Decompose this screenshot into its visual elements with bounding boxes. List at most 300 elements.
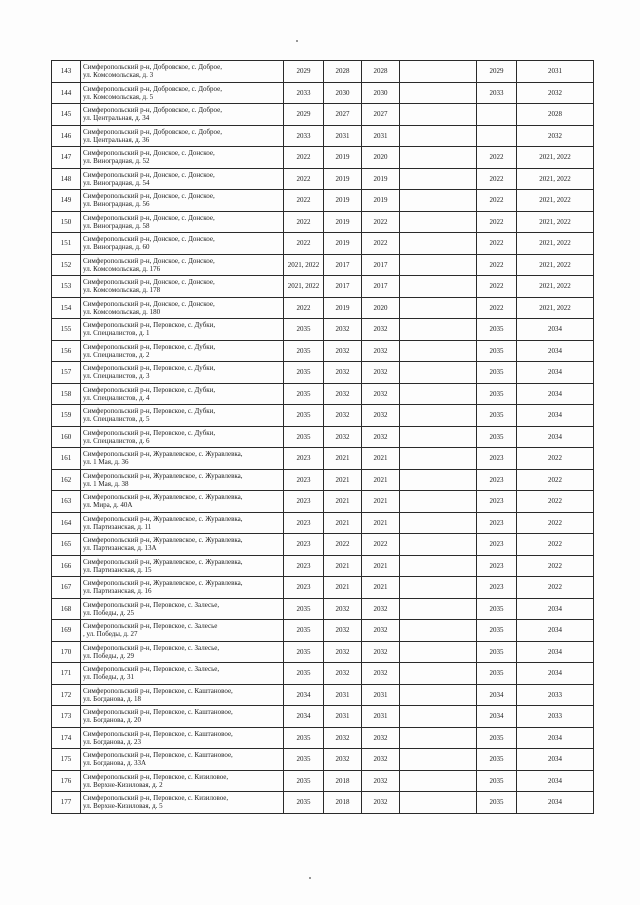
address-cell	[81, 727, 284, 749]
address-line-1: Симферопольский р-н, Перовское, с. Залесье,	[83, 643, 220, 652]
table-row	[52, 641, 594, 663]
address-cell	[81, 276, 284, 298]
year-cell: 2022	[517, 512, 594, 534]
year-cell	[400, 125, 477, 147]
table-row	[52, 340, 594, 362]
address-line-1: Симферопольский р-н, Журавлевское, с. Журавлевка,	[83, 536, 243, 545]
year-cell: 2023	[284, 534, 324, 556]
year-cell	[400, 168, 477, 190]
address-cell	[81, 319, 284, 341]
year-cell: 2032	[324, 727, 362, 749]
year-cell: 2023	[284, 469, 324, 491]
year-cell: 2034	[477, 706, 517, 728]
address-cell	[81, 749, 284, 771]
year-cell: 2021	[362, 469, 400, 491]
table-row	[52, 190, 594, 212]
address-line-2: ул. Комсомольская, д. 180	[83, 307, 161, 316]
year-cell: 2019	[362, 168, 400, 190]
address-line-2: ул. Комсомольская, д. 176	[83, 264, 161, 273]
address-line-2: ул. Центральная, д. 36	[83, 135, 150, 144]
address-line-1: Симферопольский р-н, Перовское, с. Каштановое,	[83, 708, 233, 717]
year-cell: 2031	[517, 61, 594, 83]
address-cell	[81, 405, 284, 427]
table-row	[52, 448, 594, 470]
year-cell: 2034	[517, 362, 594, 384]
year-cell: 2023	[284, 577, 324, 599]
year-cell: 2017	[362, 276, 400, 298]
table-row	[52, 147, 594, 169]
row-number-cell: 175	[52, 749, 81, 771]
year-cell	[400, 276, 477, 298]
year-cell: 2022	[477, 190, 517, 212]
year-cell: 2035	[284, 426, 324, 448]
row-number-cell: 149	[52, 190, 81, 212]
year-cell: 2027	[324, 104, 362, 126]
address-line-1: Симферопольский р-н, Журавлевское, с. Журавлевка,	[83, 579, 243, 588]
year-cell: 2023	[284, 448, 324, 470]
address-cell	[81, 61, 284, 83]
year-cell: 2033	[517, 684, 594, 706]
table-row	[52, 211, 594, 233]
year-cell: 2028	[324, 61, 362, 83]
address-line-2: ул. Специалистов, д. 6	[83, 436, 150, 445]
year-cell: 2034	[284, 706, 324, 728]
year-cell: 2029	[284, 104, 324, 126]
row-number-cell: 145	[52, 104, 81, 126]
address-cell	[81, 792, 284, 814]
address-line-2: ул. Победы, д. 31	[83, 673, 135, 682]
year-cell: 2035	[477, 405, 517, 427]
year-cell: 2034	[517, 319, 594, 341]
year-cell: 2035	[477, 319, 517, 341]
year-cell	[400, 577, 477, 599]
address-line-1: Симферопольский р-н, Донское, с. Донское,	[83, 213, 215, 222]
year-cell: 2035	[284, 641, 324, 663]
address-cell	[81, 663, 284, 685]
address-line-1: Симферопольский р-н, Донское, с. Донское,	[83, 256, 215, 265]
year-cell: 2032	[324, 319, 362, 341]
scan-speck	[296, 40, 298, 42]
address-cell	[81, 534, 284, 556]
year-cell: 2035	[284, 620, 324, 642]
year-cell: 2019	[362, 190, 400, 212]
year-cell: 2032	[324, 340, 362, 362]
year-cell: 2031	[362, 684, 400, 706]
year-cell: 2018	[324, 770, 362, 792]
row-number-cell: 171	[52, 663, 81, 685]
row-number-cell: 144	[52, 82, 81, 104]
address-cell	[81, 147, 284, 169]
year-cell: 2019	[324, 211, 362, 233]
address-line-2: ул. Богданова, д. 23	[83, 737, 142, 746]
table-row	[52, 405, 594, 427]
year-cell: 2034	[517, 749, 594, 771]
row-number-cell: 162	[52, 469, 81, 491]
address-line-1: Симферопольский р-н, Перовское, с. Залесье,	[83, 600, 220, 609]
year-cell: 2032	[324, 749, 362, 771]
year-cell: 2017	[324, 254, 362, 276]
year-cell: 2022	[324, 534, 362, 556]
year-cell	[400, 426, 477, 448]
row-number-cell: 176	[52, 770, 81, 792]
row-number-cell: 173	[52, 706, 81, 728]
year-cell: 2021, 2022	[284, 276, 324, 298]
table-row	[52, 749, 594, 771]
address-line-1: Симферопольский р-н, Перовское, с. Залесье	[83, 622, 218, 631]
address-line-1: Симферопольский р-н, Добровское, с. Доброе,	[83, 127, 222, 136]
year-cell: 2033	[477, 82, 517, 104]
year-cell: 2019	[324, 147, 362, 169]
year-cell: 2035	[477, 641, 517, 663]
year-cell	[400, 684, 477, 706]
row-number-cell: 150	[52, 211, 81, 233]
table-row	[52, 534, 594, 556]
year-cell: 2022	[517, 491, 594, 513]
year-cell: 2021, 2022	[517, 233, 594, 255]
year-cell: 2035	[477, 663, 517, 685]
year-cell: 2033	[284, 82, 324, 104]
address-line-2: ул. 1 Мая, д. 38	[83, 479, 129, 488]
table-row	[52, 104, 594, 126]
address-line-1: Симферопольский р-н, Журавлевское, с. Журавлевка,	[83, 514, 243, 523]
address-line-1: Симферопольский р-н, Донское, с. Донское,	[83, 278, 215, 287]
year-cell: 2017	[362, 254, 400, 276]
year-cell: 2022	[517, 448, 594, 470]
row-number-cell: 159	[52, 405, 81, 427]
address-cell	[81, 426, 284, 448]
year-cell: 2019	[324, 297, 362, 319]
address-cell	[81, 211, 284, 233]
address-line-2: ул. Партизанская, д. 15	[83, 565, 152, 574]
address-line-1: Симферопольский р-н, Добровское, с. Доброе,	[83, 106, 222, 115]
address-cell	[81, 168, 284, 190]
address-line-1: Симферопольский р-н, Перовское, с. Дубки,	[83, 407, 216, 416]
address-line-2: ул. Виноградная, д. 56	[83, 200, 150, 209]
year-cell: 2035	[284, 770, 324, 792]
year-cell: 2021, 2022	[517, 190, 594, 212]
year-cell: 2034	[517, 598, 594, 620]
year-cell: 2030	[324, 82, 362, 104]
address-line-1: Симферопольский р-н, Добровское, с. Доброе,	[83, 63, 222, 72]
table-row	[52, 598, 594, 620]
year-cell: 2021	[324, 491, 362, 513]
year-cell: 2022	[517, 577, 594, 599]
year-cell: 2021, 2022	[284, 254, 324, 276]
year-cell	[400, 383, 477, 405]
year-cell: 2030	[362, 82, 400, 104]
year-cell: 2035	[477, 727, 517, 749]
year-cell	[400, 104, 477, 126]
year-cell	[477, 104, 517, 126]
row-number-cell: 172	[52, 684, 81, 706]
year-cell: 2032	[362, 727, 400, 749]
year-cell	[400, 254, 477, 276]
year-cell	[400, 233, 477, 255]
year-cell	[400, 147, 477, 169]
row-number-cell: 151	[52, 233, 81, 255]
table-row	[52, 706, 594, 728]
year-cell: 2022	[477, 254, 517, 276]
year-cell: 2031	[362, 125, 400, 147]
year-cell	[400, 319, 477, 341]
table-row	[52, 276, 594, 298]
address-cell	[81, 448, 284, 470]
address-line-1: Симферопольский р-н, Журавлевское, с. Журавлевка,	[83, 557, 243, 566]
year-cell: 2023	[284, 512, 324, 534]
table-body	[52, 61, 594, 814]
address-line-2: ул. Центральная, д. 34	[83, 114, 150, 123]
row-number-cell: 143	[52, 61, 81, 83]
year-cell: 2023	[477, 491, 517, 513]
table-row	[52, 491, 594, 513]
address-line-1: Симферопольский р-н, Журавлевское, с. Журавлевка,	[83, 493, 243, 502]
address-cell	[81, 233, 284, 255]
year-cell: 2031	[362, 706, 400, 728]
address-line-1: Симферопольский р-н, Перовское, с. Дубки,	[83, 385, 216, 394]
year-cell: 2032	[362, 405, 400, 427]
year-cell: 2035	[477, 598, 517, 620]
year-cell: 2022	[362, 534, 400, 556]
address-line-2: ул. Специалистов, д. 3	[83, 372, 150, 381]
year-cell: 2021	[362, 512, 400, 534]
year-cell: 2021, 2022	[517, 297, 594, 319]
address-cell	[81, 641, 284, 663]
year-cell: 2034	[517, 770, 594, 792]
row-number-cell: 164	[52, 512, 81, 534]
table-row	[52, 620, 594, 642]
year-cell: 2032	[324, 383, 362, 405]
row-number-cell: 152	[52, 254, 81, 276]
year-cell	[400, 620, 477, 642]
year-cell: 2022	[284, 190, 324, 212]
table-row	[52, 663, 594, 685]
address-line-1: Симферопольский р-н, Перовское, с. Каштановое,	[83, 729, 233, 738]
row-number-cell: 156	[52, 340, 81, 362]
address-cell	[81, 125, 284, 147]
table-row	[52, 61, 594, 83]
table-row	[52, 727, 594, 749]
row-number-cell: 163	[52, 491, 81, 513]
year-cell	[477, 125, 517, 147]
row-number-cell: 158	[52, 383, 81, 405]
year-cell: 2029	[477, 61, 517, 83]
table-row	[52, 469, 594, 491]
row-number-cell: 166	[52, 555, 81, 577]
year-cell: 2035	[477, 620, 517, 642]
year-cell: 2034	[517, 663, 594, 685]
address-line-1: Симферопольский р-н, Перовское, с. Кизиловое,	[83, 772, 229, 781]
row-number-cell: 174	[52, 727, 81, 749]
year-cell: 2020	[362, 147, 400, 169]
table-row	[52, 254, 594, 276]
row-number-cell: 168	[52, 598, 81, 620]
year-cell	[400, 555, 477, 577]
year-cell: 2032	[362, 641, 400, 663]
address-line-1: Симферопольский р-н, Перовское, с. Кизиловое,	[83, 794, 229, 803]
address-line-2: ул. Партизанская, д. 11	[83, 522, 152, 531]
year-cell: 2032	[362, 383, 400, 405]
address-line-2: ул. Богданова, д. 33А	[83, 759, 147, 768]
year-cell: 2022	[362, 233, 400, 255]
year-cell: 2021, 2022	[517, 211, 594, 233]
table-row	[52, 383, 594, 405]
address-cell	[81, 620, 284, 642]
year-cell: 2023	[477, 448, 517, 470]
year-cell: 2034	[517, 405, 594, 427]
year-cell: 2034	[517, 383, 594, 405]
year-cell: 2028	[517, 104, 594, 126]
address-cell	[81, 190, 284, 212]
table-row	[52, 297, 594, 319]
year-cell: 2033	[517, 706, 594, 728]
year-cell	[400, 190, 477, 212]
address-cell	[81, 598, 284, 620]
address-cell	[81, 770, 284, 792]
year-cell: 2023	[477, 469, 517, 491]
year-cell: 2035	[477, 383, 517, 405]
year-cell: 2035	[284, 598, 324, 620]
address-cell	[81, 706, 284, 728]
year-cell: 2032	[324, 426, 362, 448]
address-line-2: ул. Виноградная, д. 60	[83, 243, 150, 252]
year-cell: 2034	[517, 340, 594, 362]
year-cell: 2021	[324, 577, 362, 599]
address-line-2: ул. Верхне-Кизиловая, д. 5	[83, 802, 163, 811]
year-cell: 2032	[362, 620, 400, 642]
table-row	[52, 684, 594, 706]
table-row	[52, 792, 594, 814]
address-line-2: ул. Виноградная, д. 58	[83, 221, 150, 230]
year-cell	[400, 297, 477, 319]
year-cell	[400, 792, 477, 814]
address-line-1: Симферопольский р-н, Журавлевское, с. Журавлевка,	[83, 471, 243, 480]
year-cell: 2035	[284, 383, 324, 405]
address-line-2: ул. Победы, д. 29	[83, 651, 135, 660]
year-cell: 2034	[517, 426, 594, 448]
table-row	[52, 125, 594, 147]
year-cell: 2034	[517, 727, 594, 749]
year-cell: 2035	[284, 727, 324, 749]
table-row	[52, 770, 594, 792]
table-row	[52, 233, 594, 255]
year-cell: 2035	[284, 749, 324, 771]
row-number-cell: 154	[52, 297, 81, 319]
address-line-2: ул. Комсомольская, д. 5	[83, 92, 154, 101]
table-row	[52, 362, 594, 384]
year-cell: 2021	[324, 448, 362, 470]
table-row	[52, 82, 594, 104]
address-cell	[81, 297, 284, 319]
year-cell: 2031	[324, 706, 362, 728]
year-cell: 2023	[477, 534, 517, 556]
address-cell	[81, 104, 284, 126]
address-cell	[81, 555, 284, 577]
year-cell	[400, 598, 477, 620]
address-line-2: ул. Комсомольская, д. 3	[83, 71, 154, 80]
address-cell	[81, 469, 284, 491]
address-line-2: , ул. Победы, д. 27	[83, 630, 138, 639]
year-cell: 2034	[517, 641, 594, 663]
address-cell	[81, 254, 284, 276]
row-number-cell: 177	[52, 792, 81, 814]
year-cell: 2022	[477, 297, 517, 319]
year-cell	[400, 340, 477, 362]
year-cell: 2035	[477, 770, 517, 792]
year-cell: 2021	[324, 555, 362, 577]
year-cell: 2032	[517, 82, 594, 104]
row-number-cell: 161	[52, 448, 81, 470]
address-line-2: ул. Специалистов, д. 2	[83, 350, 150, 359]
year-cell: 2027	[362, 104, 400, 126]
year-cell: 2023	[477, 577, 517, 599]
row-number-cell: 170	[52, 641, 81, 663]
address-cell	[81, 577, 284, 599]
address-line-1: Симферопольский р-н, Донское, с. Донское,	[83, 170, 215, 179]
row-number-cell: 147	[52, 147, 81, 169]
year-cell	[400, 469, 477, 491]
year-cell	[400, 362, 477, 384]
year-cell: 2034	[517, 620, 594, 642]
year-cell: 2035	[477, 426, 517, 448]
year-cell: 2035	[284, 340, 324, 362]
address-line-1: Симферопольский р-н, Донское, с. Донское,	[83, 149, 215, 158]
year-cell: 2022	[284, 233, 324, 255]
year-cell	[400, 770, 477, 792]
row-number-cell: 169	[52, 620, 81, 642]
address-cell	[81, 340, 284, 362]
year-cell: 2034	[477, 684, 517, 706]
year-cell: 2022	[517, 534, 594, 556]
year-cell: 2035	[284, 405, 324, 427]
year-cell	[400, 82, 477, 104]
year-cell: 2032	[362, 770, 400, 792]
year-cell	[400, 61, 477, 83]
table-row	[52, 426, 594, 448]
address-cell	[81, 512, 284, 534]
address-line-2: ул. Победы, д. 25	[83, 608, 135, 617]
table-row	[52, 555, 594, 577]
year-cell	[400, 641, 477, 663]
year-cell	[400, 448, 477, 470]
year-cell	[400, 749, 477, 771]
address-cell	[81, 491, 284, 513]
address-line-1: Симферопольский р-н, Донское, с. Донское,	[83, 299, 215, 308]
year-cell: 2035	[477, 792, 517, 814]
year-cell: 2031	[324, 684, 362, 706]
address-line-2: ул. Верхне-Кизиловая, д. 2	[83, 780, 163, 789]
address-line-1: Симферопольский р-н, Перовское, с. Дубки,	[83, 321, 216, 330]
year-cell: 2035	[477, 340, 517, 362]
address-cell	[81, 362, 284, 384]
year-cell: 2018	[324, 792, 362, 814]
year-cell: 2031	[324, 125, 362, 147]
year-cell: 2021, 2022	[517, 168, 594, 190]
year-cell: 2021, 2022	[517, 147, 594, 169]
year-cell: 2022	[477, 168, 517, 190]
table-row	[52, 168, 594, 190]
year-cell: 2022	[517, 469, 594, 491]
address-line-1: Симферопольский р-н, Перовское, с. Каштановое,	[83, 686, 233, 695]
row-number-cell: 167	[52, 577, 81, 599]
year-cell: 2032	[362, 663, 400, 685]
year-cell: 2022	[284, 297, 324, 319]
row-number-cell: 165	[52, 534, 81, 556]
year-cell	[400, 491, 477, 513]
buildings-table	[51, 60, 594, 814]
year-cell: 2033	[284, 125, 324, 147]
year-cell: 2021	[362, 577, 400, 599]
address-cell	[81, 82, 284, 104]
